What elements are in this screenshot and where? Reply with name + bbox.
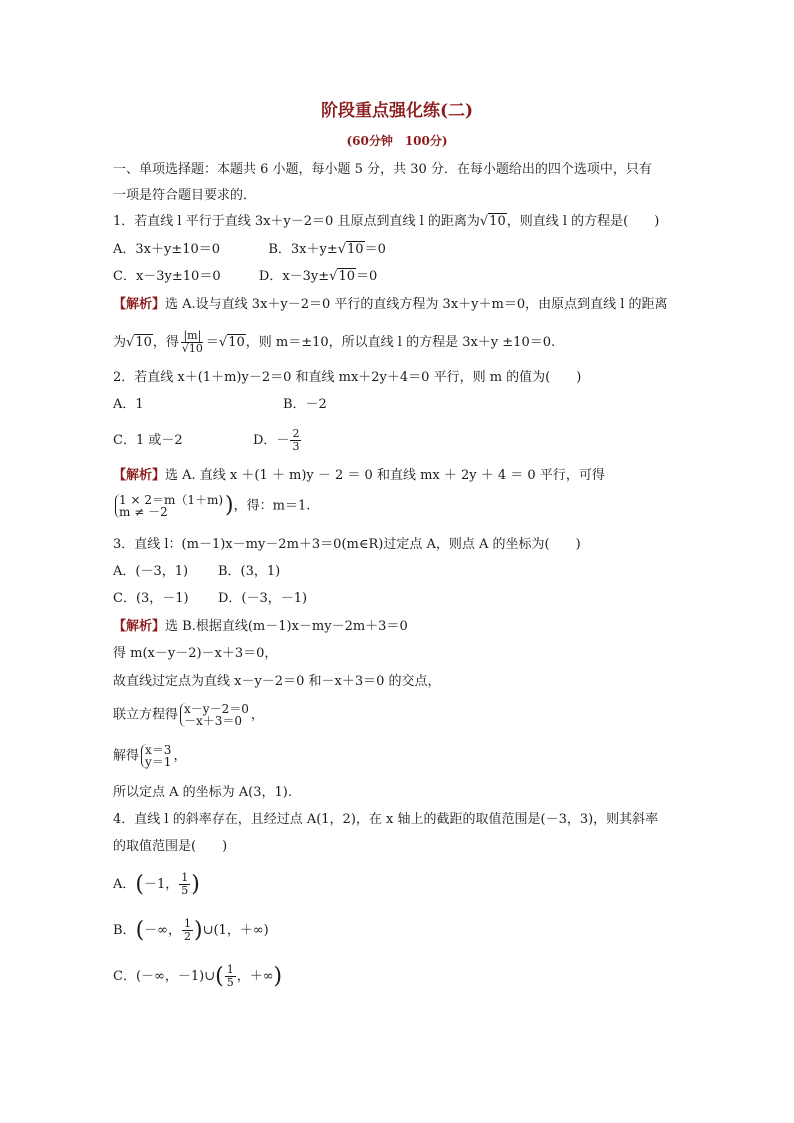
q3-solution-text-5-post: ， [173, 748, 187, 764]
page-subtitle: (60分钟 100分) [346, 134, 448, 148]
q3-solution-text-4-post: ， [250, 707, 264, 723]
fraction-numerator: 2 [292, 427, 300, 440]
sqrt-radicand: 10 [347, 242, 364, 257]
section-intro-line-1: 一、单项选择题：本题共 6 小题，每小题 5 分，共 30 分．在每小题给出的四个选项中，只有 [113, 162, 652, 177]
q4-stem-line-2: 的取值范围是( ) [113, 839, 228, 854]
fraction [225, 964, 236, 989]
fraction-numerator: |m| [183, 329, 202, 342]
solution-label: 【解析】 [113, 297, 166, 312]
q1-option-d-post: ＝0 [356, 269, 378, 284]
q2-option-a: A．1 [113, 397, 144, 412]
fraction-denominator: √10 [181, 342, 203, 355]
q2-solution-text-a: 选 A. 直线 x ＋(1 ＋ m)y － 2 ＝ 0 和直线 mx ＋ 2y ＋ 4 ＝ 0 平行，可得 [165, 468, 605, 483]
system-row: 1 × 2＝m（1＋m) [119, 493, 224, 507]
q1-stem-text-b: ，则直线 l 的方程是( ) [506, 214, 660, 229]
sqrt-radicand: 10 [489, 214, 506, 229]
solution-label: 【解析】 [113, 619, 166, 634]
q2-options-cd [113, 428, 302, 453]
q4-option-a [113, 872, 200, 897]
q3-solution-line-1 [113, 617, 408, 637]
equation-system [141, 744, 171, 768]
q3-solution-text-4: 联立方程得 [113, 707, 179, 723]
q2-solution-text-b: ，得：m＝1. [233, 498, 311, 514]
q3-solution-line-5 [113, 744, 186, 768]
q2-options-ab [113, 395, 327, 415]
sqrt-symbol: √10 [479, 214, 506, 229]
q2-option-b: B．－2 [283, 397, 327, 412]
q1-solution-b4: ，则 m＝±10，所以直线 l 的方程是 3x＋y ±10＝0. [245, 335, 556, 350]
q3-stem: 3．直线 l：(m－1)x－my－2m＋3＝0(m∈R)过定点 A，则点 A 的坐标为( ) [113, 537, 581, 552]
fraction-numerator: 1 [226, 963, 234, 976]
q2-option-c: C．1 或－2 [113, 433, 183, 448]
q1-option-b [268, 242, 386, 257]
right-paren: ) [191, 871, 200, 897]
q3-option-c: C．(3，－1) [113, 591, 189, 606]
q2-stem: 2．若直线 x＋(1＋m)y－2＝0 和直线 mx＋2y＋4＝0 平行，则 m 的值为( ) [113, 370, 582, 385]
q4-option-c-pre: C．(－∞，－1)∪ [113, 969, 216, 984]
q3-option-b: B．(3，1) [218, 564, 281, 579]
q3-options-cd [113, 589, 307, 609]
q1-solution-text-a: 选 A.设与直线 3x＋y－2＝0 平行的直线方程为 3x＋y＋m＝0，由原点到直线 l 的距离 [165, 297, 668, 312]
section-intro-line-2: 一项是符合题目要求的． [113, 188, 257, 203]
fraction-denominator: 2 [184, 930, 191, 943]
right-paren: ) [273, 963, 283, 989]
q3-solution-line-2: 得 m(x－y－2)－x＋3＝0， [113, 646, 278, 661]
sqrt-symbol: √10 [126, 335, 152, 350]
q2-option-d-pre: D．－ [253, 433, 290, 448]
q4-option-b-text: －∞， [144, 923, 181, 938]
system-row: x－y－2＝0 [184, 702, 249, 716]
solution-label: 【解析】 [113, 468, 166, 483]
q3-solution-line-6: 所以定点 A 的坐标为 A(3，1). [113, 785, 292, 800]
q2-solution-line-1 [113, 466, 605, 486]
q1-solution-b1: 为 [113, 335, 127, 350]
left-paren: ( [215, 963, 224, 989]
fraction [182, 918, 193, 943]
q1-option-c: C．x－3y±10＝0 [113, 269, 221, 284]
equation-system [180, 703, 249, 727]
left-paren: ( [135, 917, 145, 943]
q2-option-d [253, 427, 302, 453]
sqrt-radicand: 10 [228, 335, 245, 350]
fraction [290, 428, 301, 453]
q1-options-ab [113, 240, 386, 260]
q1-option-d-pre: D．x－3y± [258, 269, 330, 284]
fraction-numerator: 1 [184, 917, 191, 930]
q3-solution-text-5: 解得 [113, 748, 140, 764]
q4-option-a-pre: A． [113, 877, 136, 892]
q4-stem-line-1: 4．直线 l 的斜率存在，且经过点 A(1，2)，在 x 轴上的截距的取值范围是(－3，3)，则其斜率 [113, 812, 659, 827]
sqrt-symbol: √10 [218, 335, 245, 350]
q3-option-a: A．(－3，1) [113, 564, 189, 579]
q2-solution-line-2 [113, 494, 310, 518]
q1-solution-line-1 [113, 295, 668, 315]
q4-option-c-text: ，＋∞ [236, 969, 274, 984]
q1-options-cd [113, 267, 377, 287]
sqrt-symbol: √10 [329, 269, 355, 284]
q4-option-c [113, 964, 282, 989]
q3-solution-line-4 [113, 703, 264, 727]
fraction [180, 330, 205, 355]
q4-option-a-text: －1， [143, 877, 179, 892]
q1-option-b-pre: B．3x＋y± [268, 242, 338, 257]
q3-options-ab [113, 562, 280, 582]
q1-stem-text-a: 1．若直线 l 平行于直线 3x＋y－2＝0 且原点到直线 l 的距离为 [113, 214, 480, 229]
page-title: 阶段重点强化练(二) [320, 101, 474, 121]
system-row: y＝1 [145, 755, 172, 769]
q3-solution-text-1: 选 B.根据直线(m－1)x－my－2m＋3＝0 [165, 619, 408, 634]
fraction-numerator: 1 [181, 871, 189, 884]
q1-solution-b2: ，得 [152, 335, 179, 350]
system-row: m ≠ －2 [119, 505, 168, 519]
left-paren: ( [135, 871, 144, 897]
q1-option-d [259, 269, 377, 284]
system-row: －x＋3＝0 [184, 714, 243, 728]
q3-option-d: D．(－3，－1) [218, 591, 308, 606]
system-row: x＝3 [145, 743, 172, 757]
right-paren: ) [225, 493, 234, 518]
sqrt-symbol: √10 [337, 242, 364, 257]
fraction-denominator: 5 [226, 976, 234, 989]
sqrt-radicand: 10 [338, 269, 355, 284]
right-paren: ) [194, 917, 203, 943]
q1-option-a: A．3x＋y±10＝0 [113, 242, 221, 257]
q4-option-b [113, 918, 269, 943]
q4-option-b-post: ∪(1，＋∞) [202, 923, 269, 938]
fraction-denominator: 3 [292, 440, 300, 453]
q1-option-b-post: ＝0 [364, 242, 386, 257]
q1-solution-b3: ＝ [205, 335, 219, 350]
q1-stem [113, 212, 659, 232]
q1-solution-line-2 [113, 330, 555, 355]
q3-solution-line-3: 故直线过定点为直线 x－y－2＝0 和－x＋3＝0 的交点， [113, 674, 441, 689]
sqrt-radicand: 10 [135, 335, 152, 350]
equation-system [115, 494, 223, 518]
fraction [179, 872, 190, 897]
fraction-denominator: 5 [181, 884, 189, 897]
q4-option-b-pre: B． [113, 923, 136, 938]
